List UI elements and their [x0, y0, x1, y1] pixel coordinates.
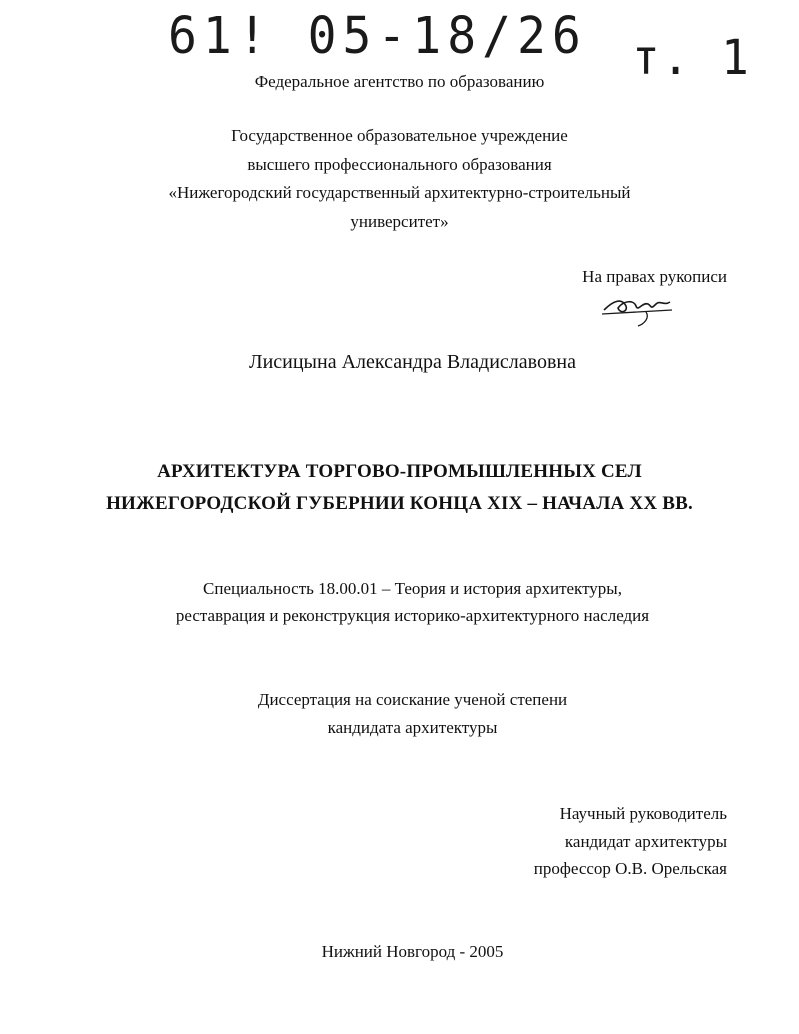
- handwritten-volume-mark: т. 1: [632, 28, 751, 86]
- dissertation-title-line-2: НИЖЕГОРОДСКОЙ ГУБЕРНИИ КОНЦА XIX – НАЧАЛА XX ВВ.: [106, 493, 693, 514]
- city-year: Нижний Новгород - 2005: [321, 942, 504, 961]
- degree-line-1: Диссертация на соискание ученой степени: [257, 690, 568, 709]
- institution-line-1: Государственное образовательное учреждение: [231, 126, 568, 145]
- agency-name: Федеральное агентство по образованию: [254, 72, 545, 91]
- specialty-line-1: Специальность 18.00.01 – Теория и история архитектуры,: [203, 579, 622, 598]
- institution-line-2: высшего профессионального образования: [247, 155, 552, 174]
- handwritten-catalog-number: 61! 05-18/26: [168, 6, 587, 66]
- signature-image: [600, 290, 680, 330]
- institution-line-4: университет»: [350, 212, 449, 231]
- supervisor-degree: кандидат архитектуры: [564, 832, 727, 851]
- degree-line-2: кандидата архитектуры: [327, 718, 498, 737]
- supervisor-name: профессор О.В. Орельская: [533, 859, 727, 878]
- supervisor-title: Научный руководитель: [559, 804, 727, 823]
- institution-line-3: «Нижегородский государственный архитектурно-строительный: [168, 183, 631, 202]
- author-name: Лисицына Александра Владиславовна: [249, 351, 576, 373]
- specialty-line-2: реставрация и реконструкция историко-архитектурного наследия: [175, 606, 650, 625]
- rights-note: На правах рукописи: [582, 267, 727, 286]
- dissertation-title-line-1: АРХИТЕКТУРА ТОРГОВО-ПРОМЫШЛЕННЫХ СЕЛ: [157, 461, 642, 482]
